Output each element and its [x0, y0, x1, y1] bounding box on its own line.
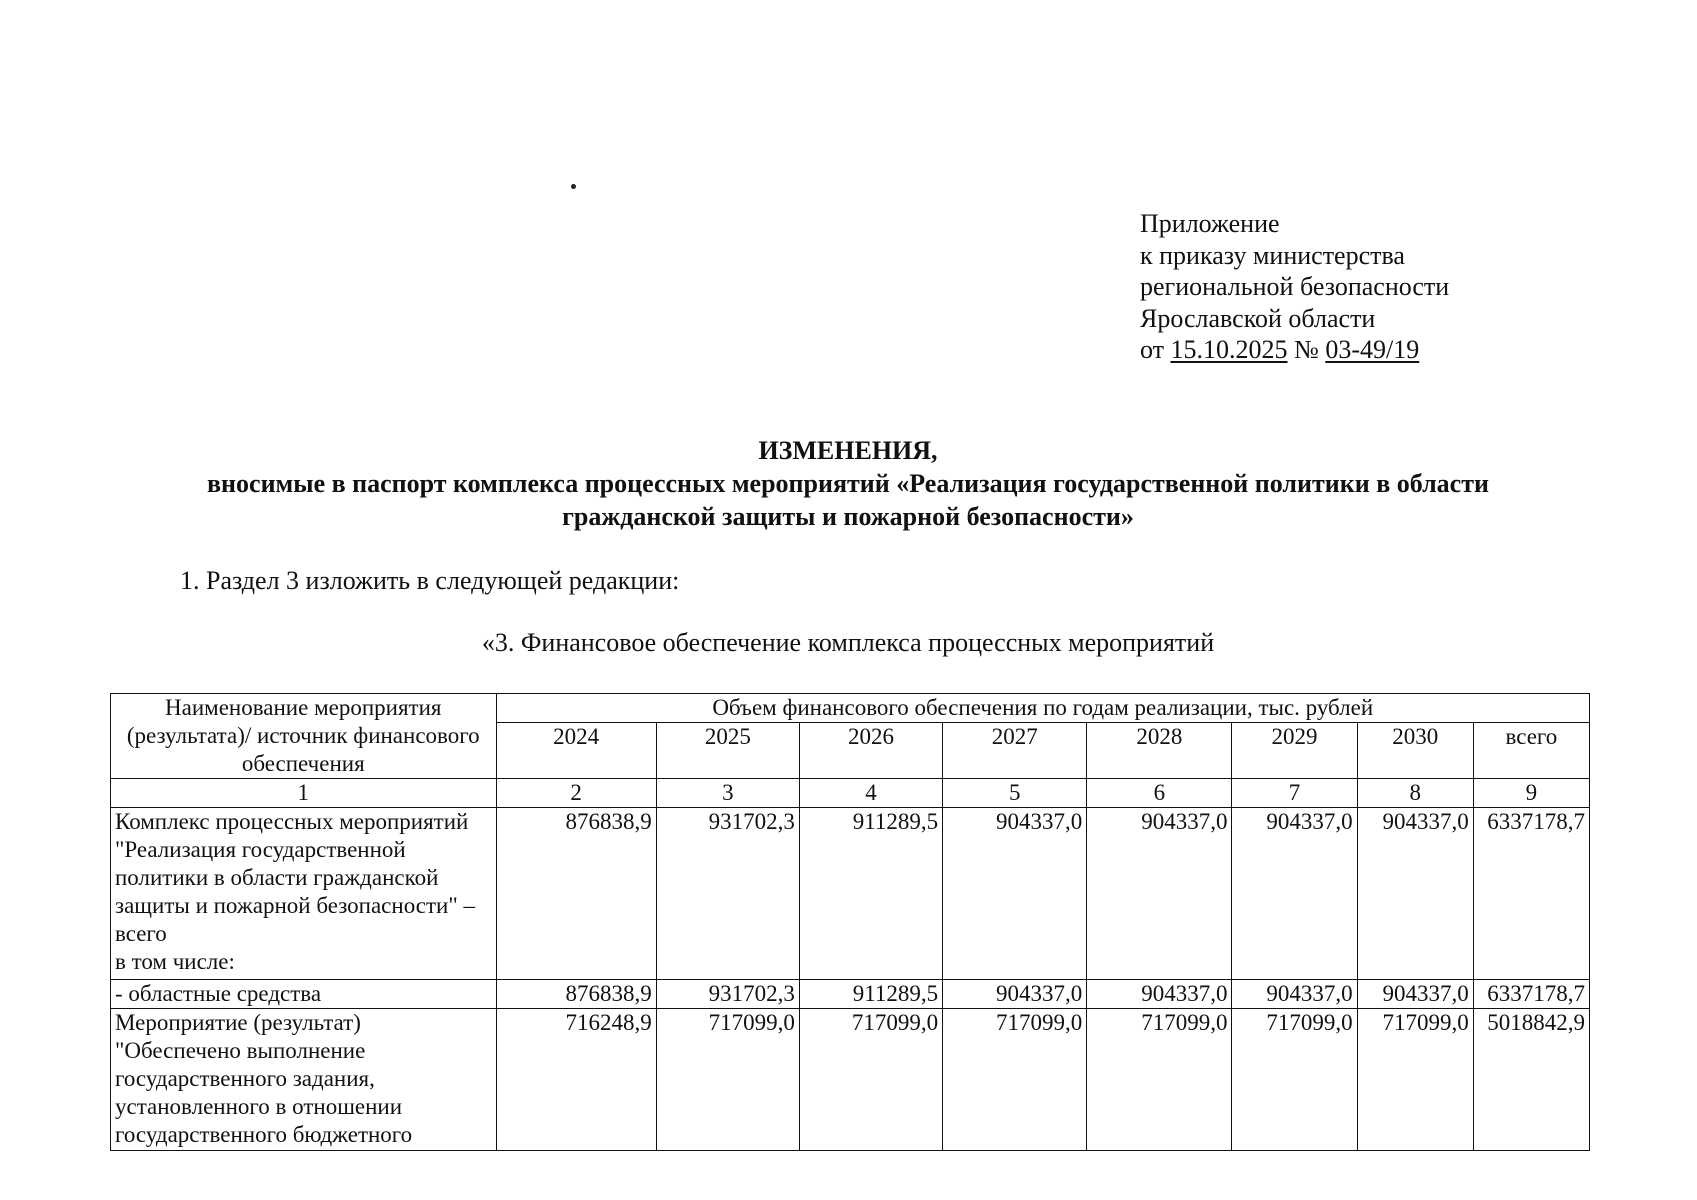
row-value: 904337,0: [1087, 808, 1232, 980]
header-activity-name: Наименование мероприятия (результата)/ источник финансового обеспечения: [111, 694, 497, 779]
column-number: 4: [799, 779, 942, 808]
header-year-2026: 2026: [799, 723, 942, 779]
row-value: 876838,9: [496, 980, 656, 1009]
row-value: 904337,0: [1232, 808, 1357, 980]
row-value: 904337,0: [943, 808, 1087, 980]
header-year-2030: 2030: [1357, 723, 1473, 779]
row-value: 717099,0: [799, 1009, 942, 1151]
row-name: Комплекс процессных мероприятий "Реализация государственной политики в области гражданской защиты и пожарной безопасности" – всего в том числе:: [111, 808, 497, 980]
column-number: 1: [111, 779, 497, 808]
section-title: «3. Финансовое обеспечение комплекса процессных мероприятий: [481, 628, 1215, 657]
header-year-2028: 2028: [1087, 723, 1232, 779]
order-number: 03-49/19: [1325, 335, 1420, 364]
header-volume: Объем финансового обеспечения по годам реализации, тыс. рублей: [496, 694, 1589, 723]
row-value: 904337,0: [1357, 808, 1473, 980]
row-name: - областные средства: [111, 980, 497, 1009]
row-value: 904337,0: [1357, 980, 1473, 1009]
row-value: 717099,0: [1357, 1009, 1473, 1151]
row-value: 911289,5: [799, 808, 942, 980]
row-value: 717099,0: [1232, 1009, 1357, 1151]
document-heading: [100, 434, 1596, 533]
header-total: всего: [1473, 723, 1589, 779]
header-year-2027: 2027: [943, 723, 1087, 779]
date-prefix: от: [1140, 335, 1171, 364]
row-value: 717099,0: [943, 1009, 1087, 1151]
column-number: 3: [656, 779, 799, 808]
heading-subtitle-1: вносимые в паспорт комплекса процессных мероприятий «Реализация государственной политики в области: [207, 469, 1489, 498]
appendix-line-4: Ярославской области: [1140, 303, 1376, 333]
column-number: 7: [1232, 779, 1357, 808]
column-number: 2: [496, 779, 656, 808]
row-value: 5018842,9: [1473, 1009, 1589, 1151]
row-value: 904337,0: [1232, 980, 1357, 1009]
row-value: 904337,0: [1087, 980, 1232, 1009]
row-value: 904337,0: [943, 980, 1087, 1009]
heading-subtitle-2: гражданской защиты и пожарной безопасности»: [562, 502, 1134, 531]
row-value: 931702,3: [656, 980, 799, 1009]
table-row: [111, 808, 1590, 980]
order-date: 15.10.2025: [1170, 335, 1288, 364]
table-row: [111, 1009, 1590, 1151]
row-value: 717099,0: [1087, 1009, 1232, 1151]
header-year-2025: 2025: [656, 723, 799, 779]
appendix-block: [1140, 208, 1449, 366]
appendix-line-3: региональной безопасности: [1140, 272, 1450, 301]
column-number: 5: [943, 779, 1087, 808]
column-number: 8: [1357, 779, 1473, 808]
heading-title: ИЗМЕНЕНИЯ,: [758, 436, 938, 465]
header-year-2024: 2024: [496, 723, 656, 779]
row-value: 716248,9: [496, 1009, 656, 1151]
column-number: 9: [1473, 779, 1589, 808]
row-value: 6337178,7: [1473, 980, 1589, 1009]
row-value: 876838,9: [496, 808, 656, 980]
row-value: 6337178,7: [1473, 808, 1589, 980]
number-sign: №: [1287, 335, 1326, 364]
appendix-date-line: [1140, 334, 1449, 366]
appendix-line-1: Приложение: [1140, 209, 1280, 238]
header-year-2029: 2029: [1232, 723, 1357, 779]
table-row: [111, 980, 1590, 1009]
column-number: 6: [1087, 779, 1232, 808]
row-value: 911289,5: [799, 980, 942, 1009]
row-value: 717099,0: [656, 1009, 799, 1151]
financing-table: [110, 693, 1590, 1151]
scan-speck: [571, 184, 576, 189]
appendix-line-2: к приказу министерства: [1140, 240, 1405, 270]
paragraph-1: 1. Раздел 3 изложить в следующей редакции:: [180, 566, 680, 595]
row-name: Мероприятие (результат) "Обеспечено выполнение государственного задания, установленного в отношении государственного бюджетного: [111, 1009, 497, 1151]
row-value: 931702,3: [656, 808, 799, 980]
column-numbers-row: [111, 779, 1590, 808]
